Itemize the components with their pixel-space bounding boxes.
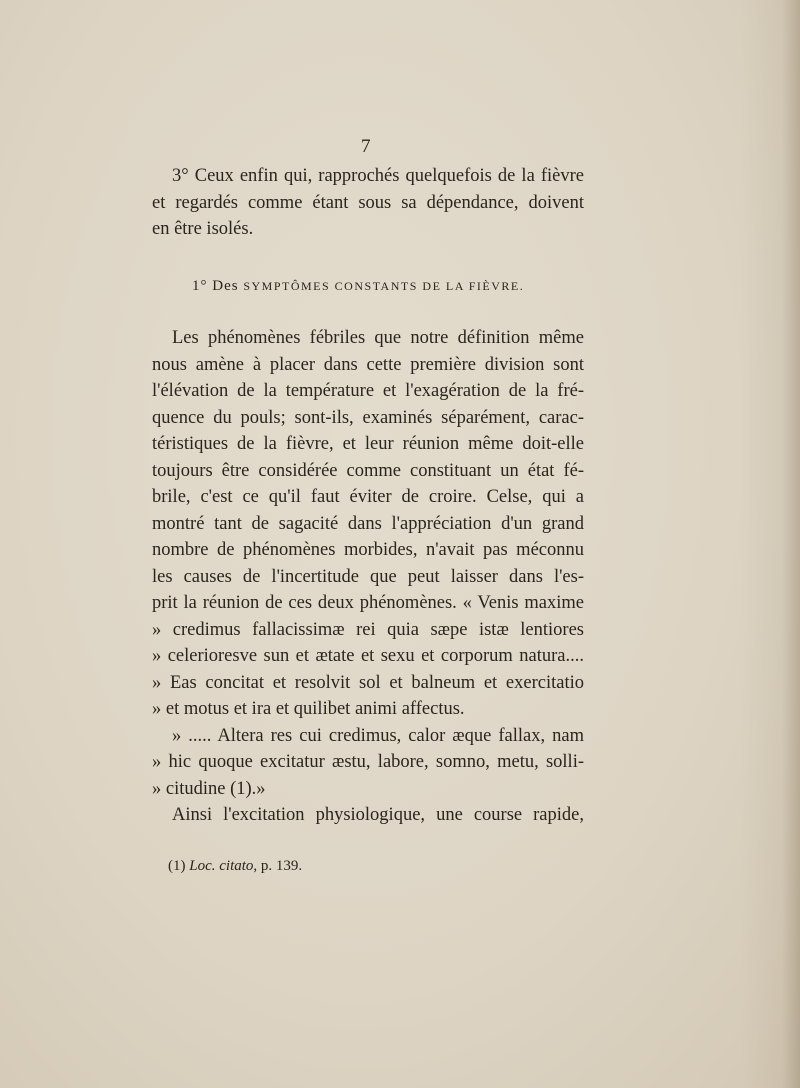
body-line: nous amène à placer dans cette première division sont	[152, 354, 584, 375]
body-line: téristiques de la fièvre, et leur réunion même doit-elle	[152, 434, 584, 454]
heading-title: SYMPTÔMES CONSTANTS DE LA FIÈVRE.	[243, 279, 525, 293]
body-line: » celerioresve sun et ætate et sexu et corporum natura....	[152, 646, 584, 666]
section-heading	[192, 278, 552, 295]
body-line: » ..... Altera res cui credimus, calor æque fallax, nam	[172, 725, 584, 746]
body-line: Les phénomènes fébriles que notre définition même	[172, 328, 584, 348]
body-line: l'élévation de la température et l'exagération de la fré-	[152, 381, 584, 401]
body-line: brile, c'est ce qu'il faut éviter de croire. Celse, qui a	[152, 487, 584, 507]
footnote-citation: Loc. citato	[189, 858, 254, 874]
heading-numeral: 1°	[192, 278, 208, 294]
body-line: les causes de l'incertitude que peut laisser dans l'es-	[152, 566, 584, 587]
body-line: Ainsi l'excitation physiologique, une course rapide,	[172, 805, 584, 825]
body-line: montré tant de sagacité dans l'appréciation d'un grand	[152, 513, 584, 534]
body-line: prit la réunion de ces deux phénomènes. « Venis maxime	[152, 593, 584, 613]
intro-paragraph	[152, 163, 584, 243]
footnote-page-ref: , p. 139.	[253, 858, 303, 874]
body-line: toujours être considérée comme constituant un état fé-	[152, 460, 584, 481]
intro-line: et regardés comme étant sous sa dépendance, doivent	[152, 192, 584, 213]
body-line: » citudine (1).»	[152, 778, 266, 799]
body-line: » credimus fallacissimæ rei quia sæpe istæ lentiores	[152, 619, 584, 640]
heading-first-word: Des	[212, 278, 239, 294]
body-line: » et motus et ira et quilibet animi affectus.	[152, 699, 465, 719]
body-line: quence du pouls; sont-ils, examinés séparément, carac-	[152, 407, 584, 428]
body-paragraph	[152, 325, 584, 829]
page-edge-shadow	[740, 0, 800, 1088]
body-line: nombre de phénomènes morbides, n'avait pas méconnu	[152, 540, 584, 560]
footnote	[168, 858, 302, 875]
intro-line: 3° Ceux enfin qui, rapprochés quelquefois de la fièvre	[172, 166, 584, 186]
footnote-marker: (1)	[168, 858, 186, 874]
body-line: » hic quoque excitatur æstu, labore, somno, metu, solli-	[152, 752, 584, 772]
body-line: » Eas concitat et resolvit sol et balneum et exercitatio	[152, 672, 584, 693]
page-number: 7	[361, 136, 371, 157]
intro-line: en être isolés.	[152, 219, 254, 239]
